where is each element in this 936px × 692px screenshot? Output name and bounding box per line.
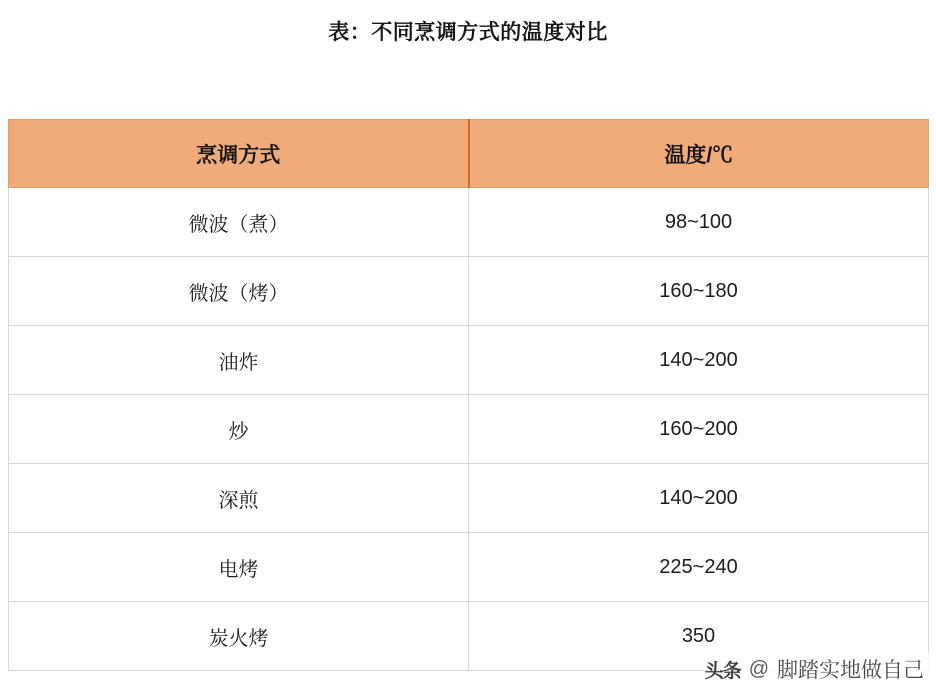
table-row [9,188,929,257]
cell-temperature: 160~200 [469,395,929,464]
cell-temperature: 98~100 [469,188,929,257]
cell-temperature: 160~180 [469,257,929,326]
table-row [9,533,929,602]
table-header-row [9,120,929,188]
toutiao-logo-icon: 头条 [704,660,741,682]
table-row [9,257,929,326]
cell-temperature: 350 [469,602,929,671]
cell-temperature: 225~240 [469,533,929,602]
cell-method: 炒 [9,395,469,464]
cell-temperature: 140~200 [469,326,929,395]
table-row [9,464,929,533]
table-container [8,119,928,671]
cell-temperature: 140~200 [469,464,929,533]
cooking-temperature-table [8,119,929,671]
page-title: 表：不同烹调方式的温度对比 [328,21,608,44]
at-symbol-icon: @ [748,657,769,680]
cell-method: 微波（烤） [9,257,469,326]
column-header-temperature: 温度/℃ [469,120,929,188]
cell-method: 电烤 [9,533,469,602]
column-header-method: 烹调方式 [9,120,469,188]
cell-method: 油炸 [9,326,469,395]
watermark [703,652,930,686]
table-header [9,120,929,188]
table-body [9,188,929,671]
cell-method: 深煎 [9,464,469,533]
watermark-username: 脚踏实地做自己 [777,659,924,682]
cell-method: 炭火烤 [9,602,469,671]
table-row [9,326,929,395]
cell-method: 微波（煮） [9,188,469,257]
table-row [9,395,929,464]
